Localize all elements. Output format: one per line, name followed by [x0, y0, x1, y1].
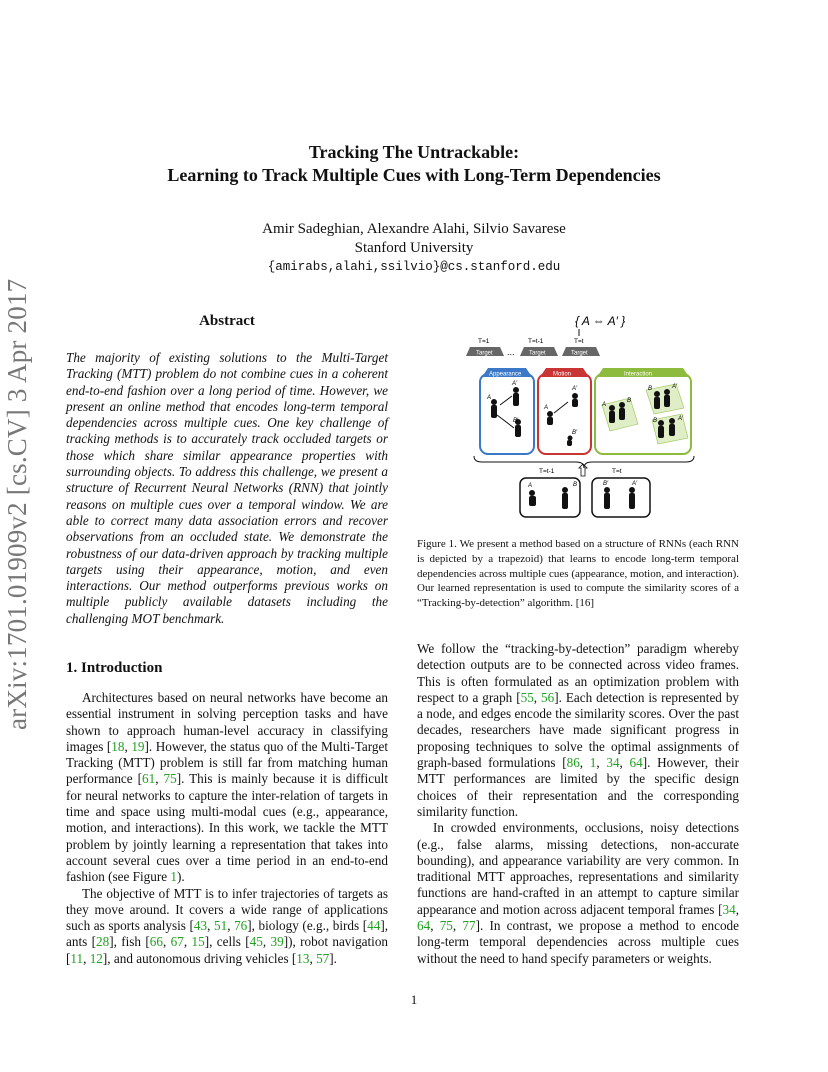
frame-t [592, 478, 650, 517]
paragraph-text: ], cells [ [204, 934, 250, 950]
intro-paragraph-3 [417, 641, 739, 820]
svg-text:Target: Target [571, 350, 588, 357]
paragraph-text: ], and autonomous driving vehicles [ [102, 950, 297, 966]
paragraph-text: , [262, 934, 271, 950]
citation-link[interactable]: 34 [722, 901, 736, 917]
svg-text:A: A [528, 483, 533, 489]
citation-link[interactable]: 19 [131, 738, 145, 754]
svg-text:A′: A′ [512, 381, 518, 387]
svg-text:B: B [648, 386, 653, 392]
ellipsis: ... [507, 347, 515, 357]
paragraph-text: , [183, 934, 192, 950]
paragraph-text: , [124, 738, 132, 754]
svg-text:A′: A′ [632, 481, 638, 487]
paragraph-text: In crowded environments, occlusions, noisy detections (e.g., false alarms, missing detections, non-accurate bounding), and appearance variability are very common. In traditional MTT approaches, representations and similarity functions are hand-crafted in an attempt to capture similar appearance and motion across adjacent temporal frames [ [417, 820, 739, 917]
citation-link[interactable]: 1 [589, 755, 597, 771]
paragraph-text: , [83, 950, 90, 966]
paragraph-text: ]. Each detection is represented by a node, and edges encode the similarity scores. Over the past decades, researchers have made significant progress in proposing techniques to solve the optimal assignments of graph-based formulations [ [417, 689, 740, 771]
right-column-body [417, 641, 739, 967]
author-emails: {amirabs,alahi,ssilvio}@cs.stanford.edu [267, 260, 561, 274]
citation-link[interactable]: 45 [249, 934, 263, 950]
citation-link[interactable]: 11 [70, 950, 84, 966]
svg-text:A: A [602, 402, 607, 408]
paragraph-text: ]. [329, 950, 337, 966]
paragraph-text: ). [176, 869, 185, 885]
paper-title [0, 141, 828, 187]
title-line-1: Tracking The Untrackable: [308, 142, 520, 162]
citation-link[interactable]: 13 [296, 950, 310, 966]
paragraph-text: , [309, 950, 317, 966]
paragraph-text: , [227, 918, 235, 934]
paragraph-text: ], ants [ [66, 918, 389, 950]
affiliation: Stanford University [354, 240, 474, 256]
time-label-1: T=1 [478, 338, 490, 345]
paragraph-text: ]. In contrast, we propose a method to encode long-term temporal dependencies across multiple cues without the need to hand specify parameters or weights. [417, 918, 740, 966]
paragraph-text: , [533, 689, 542, 705]
time-label-3: T=t [574, 338, 584, 345]
citation-link[interactable]: 18 [111, 738, 125, 754]
svg-text:Target: Target [476, 350, 493, 357]
paragraph-text: Architectures based on neural networks have become an essential instrument in solving perception tasks and have shown to approach human-level accuracy in classifying images [ [66, 690, 388, 754]
paragraph-text: ], fish [ [109, 934, 150, 950]
citation-link[interactable]: 44 [367, 918, 381, 934]
svg-text:B′: B′ [603, 481, 609, 487]
citation-link[interactable]: 1 [170, 869, 177, 885]
citation-link[interactable]: 76 [234, 918, 248, 934]
citation-link[interactable]: 28 [96, 934, 110, 950]
time-label-2: T=t-1 [528, 338, 544, 345]
citation-link[interactable]: 15 [191, 934, 205, 950]
svg-text:B′: B′ [572, 430, 578, 436]
citation-link[interactable]: 61 [142, 771, 156, 787]
intro-paragraph-4 [417, 820, 739, 967]
svg-text:Target: Target [529, 350, 546, 357]
left-column-body [66, 690, 388, 967]
citation-link[interactable]: 66 [149, 934, 163, 950]
svg-text:A′: A′ [678, 416, 684, 422]
svg-text:A: A [487, 395, 492, 401]
appearance-panel [480, 371, 534, 454]
page-number: 1 [410, 992, 418, 1007]
target-rnn-1 [466, 347, 504, 357]
intro-paragraph-2 [66, 886, 388, 967]
abstract-heading: Abstract [199, 313, 255, 329]
paragraph-text: , [619, 755, 630, 771]
paragraph-text: ]. However, the status quo of the Multi-Target Tracking (MTT) problem is still far from matching human performance [ [66, 738, 389, 787]
svg-text:B′: B′ [513, 418, 519, 424]
paragraph-text: ]), robot navigation [ [66, 934, 389, 966]
interaction-label: Interaction [624, 371, 653, 378]
svg-text:B: B [653, 418, 658, 424]
target-rnn-2 [520, 347, 558, 357]
svg-text:B: B [573, 482, 578, 488]
section-heading-introduction: 1. Introduction [66, 660, 163, 676]
paragraph-text: , [155, 771, 164, 787]
title-line-2: Learning to Track Multiple Cues with Long-Term Dependencies [167, 165, 661, 185]
motion-panel [538, 371, 591, 454]
appearance-label: Appearance [489, 371, 522, 378]
target-rnn-3 [562, 347, 600, 357]
author-block [0, 220, 828, 258]
citation-link[interactable]: 56 [541, 689, 555, 705]
arxiv-stamp: arXiv:1701.01909v2 [cs.CV] 3 Apr 2017 [2, 278, 32, 730]
paragraph-text: , [735, 901, 739, 917]
citation-link[interactable]: 75 [163, 771, 177, 787]
person-silhouettes [491, 387, 675, 446]
citation-link[interactable]: 64 [629, 755, 643, 771]
paragraph-text: ]. However, their MTT performances are limited by the specific design choices of their representation and the corresponding similarity function. [417, 755, 740, 819]
figure-1-caption: Figure 1. We present a method based on a structure of RNNs (each RNN is depicted by a trapezoid) that learns to encode long-term temporal dependencies across multiple cues (appearance, motion, and interaction). Our learned representation is used to compute the similarity scores of a “Tracking-by-detection” algorithm. [16] [417, 538, 739, 610]
paragraph-text: ]. This is mainly because it is difficult for neural networks to capture the inter-relation of targets in time and space using multi-modal cues (e.g., appearance, motion, and interactions). In this work, we tackle the MTT problem by jointly learning a representation that takes into account several cues over a time period in an end-to-end fashion (see Figure [66, 771, 389, 885]
citation-link[interactable]: 57 [316, 950, 330, 966]
bottom-time-label-2: T=t [612, 468, 622, 475]
citation-link[interactable]: 86 [566, 755, 580, 771]
brace [474, 456, 694, 468]
paragraph-text: , [579, 755, 590, 771]
author-names: Amir Sadeghian, Alexandre Alahi, Silvio Savarese [262, 221, 566, 237]
figure-1-diagram [462, 310, 742, 522]
paragraph-text: , [207, 918, 214, 934]
paragraph-text: , [162, 934, 171, 950]
paragraph-text: ], biology (e.g., birds [ [247, 918, 368, 934]
frame-person-labels [527, 481, 638, 489]
svg-text:A′: A′ [572, 386, 578, 392]
citation-link[interactable]: 12 [89, 950, 103, 966]
citation-link[interactable]: 75 [439, 918, 453, 934]
paragraph-text: The objective of MTT is to infer trajectories of targets as they move around. It covers a wide range of applications such as sports analysis [ [66, 885, 388, 934]
paragraph-text: , [430, 918, 440, 934]
citation-link[interactable]: 77 [462, 918, 476, 934]
association-arrows [497, 396, 568, 428]
citation-link[interactable]: 39 [270, 934, 284, 950]
citation-link[interactable]: 64 [417, 918, 431, 934]
intro-paragraph-1 [66, 690, 388, 886]
bottom-time-label-1: T=t-1 [539, 468, 555, 475]
citation-link[interactable]: 34 [606, 755, 620, 771]
paragraph-text: , [596, 755, 607, 771]
paragraph-text: , [452, 918, 463, 934]
frame-silhouettes [529, 487, 635, 509]
svg-text:A′: A′ [672, 384, 678, 390]
citation-link[interactable]: 67 [170, 934, 184, 950]
citation-link[interactable]: 55 [520, 689, 534, 705]
svg-text:B: B [627, 398, 632, 404]
abstract-text: The majority of existing solutions to the Multi-Target Tracking (MTT) problem do not combine cues in a coherent end-to-end fashion over a long period of time. However, we present an online method that encodes long-term temporal dependencies across multiple cues. One key challenge of tracking methods is to accurately track occluded targets or those which share similar appearance properties with surrounding objects. To address this challenge, we present a structure of Recurrent Neural Networks (RNN) that jointly reasons on multiple cues over a temporal window. We are able to correct many data association errors and recover observations from an occluded state. We demonstrate the robustness of our data-driven approach by tracking multiple targets using their appearance, motion, and even interactions. Our method outperforms previous works on multiple publicly available datasets including the challenging MOT benchmark. [66, 350, 388, 626]
equation-label: { A ⇔ A′ } [575, 314, 626, 328]
motion-label: Motion [553, 371, 572, 378]
citation-link[interactable]: 43 [193, 918, 208, 934]
up-arrow-icon [579, 464, 587, 476]
citation-link[interactable]: 51 [214, 918, 228, 934]
paragraph-text: We follow the “tracking-by-detection” paradigm whereby detection outputs are to be connected across video frames. This is often formulated as an optimization problem with respect to a graph [ [417, 641, 739, 705]
svg-text:A: A [544, 405, 549, 411]
